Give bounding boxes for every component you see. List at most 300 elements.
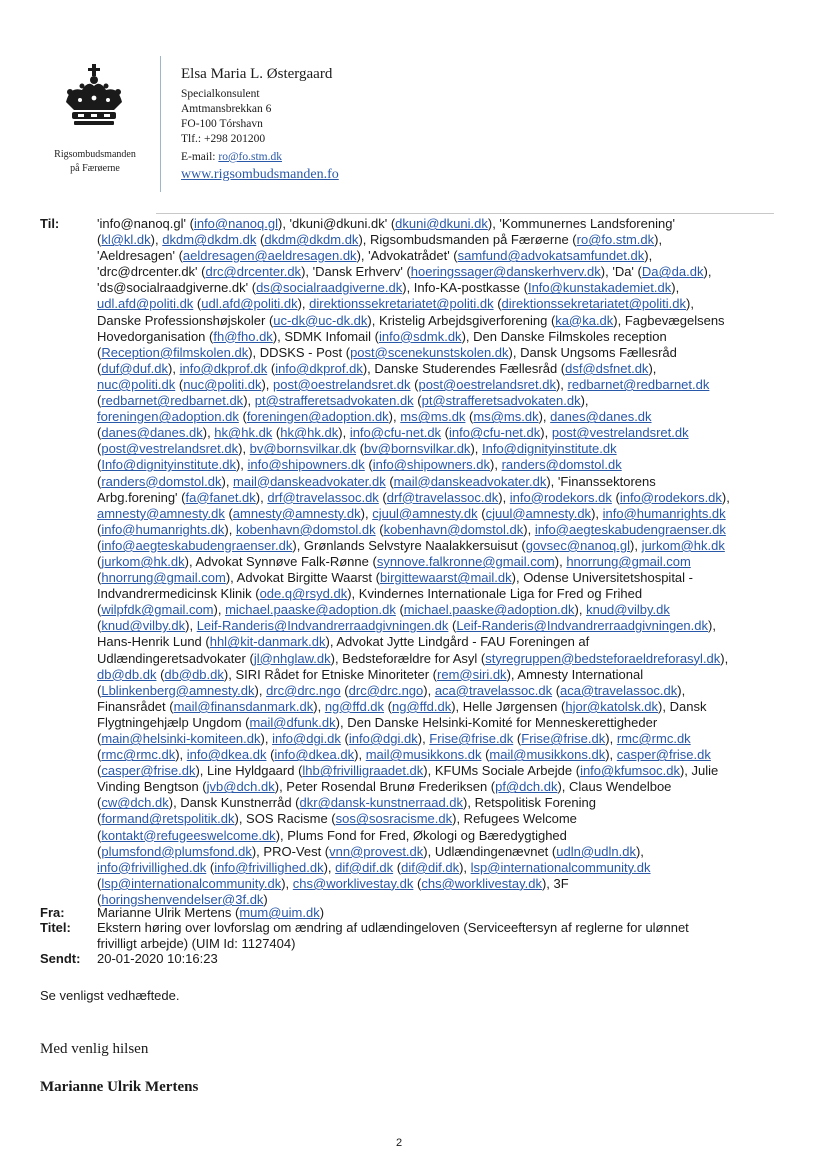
recipient-email-link[interactable]: redbarnet@redbarnet.dk	[101, 393, 244, 409]
recipient-text: (	[410, 376, 419, 392]
recipient-text: ), Dansk	[658, 698, 707, 714]
recipient-email-link[interactable]: info@dgi.dk	[272, 731, 341, 746]
recipient-email-link[interactable]: post@vestrelandsret.dk	[101, 441, 239, 457]
recipient-email-link[interactable]: plumsfond@plumsfond.dk	[101, 843, 252, 859]
recipient-email-link[interactable]: ms@ms.dk	[473, 409, 539, 425]
recipient-email-link[interactable]: fh@fho.dk	[213, 328, 273, 344]
recipient-text: ),	[221, 473, 234, 489]
from-label: Fra:	[40, 905, 65, 920]
recipient-text: (	[441, 425, 450, 441]
subject-label: Titel:	[40, 920, 71, 935]
recipient-text: (	[413, 393, 422, 409]
recipient-email-link[interactable]: info@dkea.dk	[186, 747, 267, 763]
recipient-email-link[interactable]: direktionssekretariatet@politi.dk	[501, 296, 686, 312]
recipient-email-link[interactable]: db@db.dk	[164, 666, 224, 682]
recipient-text: ), Dansk Kunstnerråd (	[168, 795, 300, 811]
recipient-email-link[interactable]: post@oestrelandsret.dk	[418, 376, 556, 392]
recipient-email-link[interactable]: styregruppen@bedsteforaeldreforasyl.dk	[485, 650, 721, 666]
recipient-line	[97, 747, 797, 763]
recipient-email-link[interactable]: michael.paaske@adoption.dk	[403, 602, 575, 618]
recipient-email-link[interactable]: mail@danskeadvokater.dk	[393, 473, 547, 489]
recipient-line	[97, 457, 797, 473]
recipient-text: ), SOS Racisme (	[234, 811, 336, 827]
recipient-text: (	[224, 505, 233, 521]
recipient-text: ), Retspolitisk Forening	[463, 795, 596, 811]
recipient-email-link[interactable]: rem@siri.dk	[437, 666, 507, 682]
recipient-email-link[interactable]: dif@dif.dk	[335, 859, 394, 875]
recipient-text: (	[393, 859, 402, 875]
recipient-text: ),	[554, 553, 567, 569]
recipient-line	[97, 216, 797, 232]
recipient-line	[97, 377, 797, 393]
recipient-line	[97, 683, 797, 699]
sender-email-line	[181, 149, 339, 166]
recipient-text: ),	[580, 393, 589, 409]
recipient-email-link[interactable]: aca@travelassoc.dk	[560, 682, 678, 698]
sender-name: Elsa Maria L. Østergaard	[181, 66, 333, 82]
recipient-text: ),	[498, 489, 510, 505]
recipient-line	[97, 264, 797, 280]
recipient-text: ),	[168, 360, 180, 376]
recipient-email-link[interactable]: info@cfu-net.dk	[349, 425, 442, 441]
recipient-email-link[interactable]: danes@danes.dk	[101, 425, 203, 441]
recipient-email-link[interactable]: synnove.falkronne@gmail.com	[376, 553, 555, 569]
recipient-email-link[interactable]: jurkom@hk.dk	[641, 537, 725, 553]
recipient-email-link[interactable]: ds@socialraadgiverne.dk	[256, 280, 403, 296]
recipient-email-link[interactable]: jvb@dch.dk	[206, 779, 275, 795]
recipient-line	[97, 329, 797, 345]
recipient-email-link[interactable]: wilpfdk@gmail.com	[101, 602, 214, 618]
recipient-email-link[interactable]: Leif-Randeris@Indvandrerraadgivningen.dk	[456, 618, 709, 634]
recipient-text: (	[97, 457, 102, 473]
recipient-text: Hovedorganisation (	[97, 328, 214, 344]
recipient-email-link[interactable]: info@dgi.dk	[348, 731, 418, 746]
recipient-email-link[interactable]: horingshenvendelser@3f.dk	[101, 891, 264, 907]
recipient-email-link[interactable]: ms@ms.dk	[400, 409, 466, 425]
recipient-email-link[interactable]: hnorrung@gmail.com	[566, 553, 691, 569]
to-label: Til:	[40, 216, 60, 231]
recipient-email-link[interactable]: info@rodekors.dk	[619, 489, 722, 505]
recipient-text: ), Claus Wendelboe	[557, 779, 672, 795]
recipient-text: ),	[677, 682, 686, 698]
recipient-email-link[interactable]: dkuni@dkuni.dk	[395, 216, 488, 231]
recipient-email-link[interactable]: direktionssekretariatet@politi.dk	[309, 296, 494, 312]
recipient-email-link[interactable]: mail@dfunk.dk	[249, 714, 336, 730]
recipient-email-link[interactable]: bv@bornsvilkar.dk	[364, 441, 471, 457]
recipient-text: ),	[423, 682, 435, 698]
recipient-text: (	[175, 376, 184, 392]
recipient-text: ), DDSKS - Post (	[248, 344, 351, 360]
recipient-text: ),	[313, 698, 325, 714]
recipient-email-link[interactable]: formand@retspolitik.dk	[101, 811, 235, 827]
recipient-email-link[interactable]: aeldresagen@aeldresagen.dk	[182, 248, 357, 264]
recipient-text: ),	[671, 280, 680, 296]
recipient-email-link[interactable]: info@humanrights.dk	[602, 505, 726, 521]
recipient-text: ),	[591, 505, 603, 521]
recipient-line	[97, 618, 797, 634]
recipient-text: (	[97, 682, 102, 698]
recipient-text: (	[97, 344, 102, 360]
recipient-email-link[interactable]: hhl@kit-danmark.dk	[209, 634, 326, 650]
recipient-text: ),	[630, 537, 642, 553]
recipient-text: (	[97, 827, 102, 843]
organization-name-line-1: Rigsombudsmanden	[54, 149, 136, 160]
recipient-email-link[interactable]: dkdm@dkdm.dk	[162, 232, 257, 248]
recipient-email-link[interactable]: info@dkprof.dk	[275, 360, 363, 376]
recipient-line	[97, 441, 797, 457]
recipient-text: (	[465, 409, 474, 425]
recipient-text: Arbg.forening' (	[97, 489, 186, 505]
recipient-email-link[interactable]: Lblinkenberg@amnesty.dk	[101, 682, 255, 698]
recipient-text: (	[97, 763, 102, 779]
recipient-text: (	[97, 747, 102, 763]
recipient-text: (	[97, 553, 102, 569]
recipient-email-link[interactable]: kobenhavn@domstol.dk	[383, 521, 524, 537]
recipient-email-link[interactable]: rmc@rmc.dk	[616, 731, 691, 746]
recipient-text: ),	[388, 409, 401, 425]
recipient-line	[97, 811, 797, 827]
recipient-text: (	[193, 296, 202, 312]
recipient-email-link[interactable]: kl@kl.dk	[101, 232, 151, 248]
recipient-text: )	[263, 891, 268, 907]
recipient-email-link[interactable]: mail@musikkons.dk	[489, 747, 606, 763]
recipient-text: (	[385, 473, 394, 489]
recipient-email-link[interactable]: govsec@nanoq.gl	[525, 537, 630, 553]
recipient-line	[97, 876, 797, 892]
recipient-email-link[interactable]: lsp@internationalcommunity.dk	[470, 859, 651, 875]
recipient-text: ),	[540, 425, 552, 441]
recipient-text: ),	[720, 650, 729, 666]
recipient-text: (	[97, 618, 102, 634]
recipient-email-link[interactable]: hoeringssager@danskerhverv.dk	[410, 264, 601, 280]
recipient-email-link[interactable]: post@oestrelandsret.dk	[273, 376, 411, 392]
recipient-line	[97, 554, 797, 570]
recipient-email-link[interactable]: cjuul@amnesty.dk	[485, 505, 592, 521]
recipient-text: ), SIRI Rådet for Etniske Minoriteter (	[223, 666, 438, 682]
recipient-email-link[interactable]: nuc@politi.dk	[97, 376, 176, 392]
recipient-email-link[interactable]: Frise@frise.dk	[521, 731, 606, 746]
organization-name	[36, 148, 154, 176]
recipient-line	[97, 860, 797, 876]
website-link[interactable]: www.rigsombudsmanden.fo	[181, 167, 339, 182]
recipient-email-link[interactable]: info@dkea.dk	[274, 747, 355, 763]
recipient-email-link[interactable]: info@rodekors.dk	[509, 489, 612, 505]
recipient-line	[97, 634, 797, 650]
recipient-line	[97, 538, 797, 554]
from-value	[97, 905, 797, 921]
recipient-text: ), SDMK Infomail (	[272, 328, 379, 344]
recipient-email-link[interactable]: Reception@filmskolen.dk	[101, 344, 249, 360]
recipient-email-link[interactable]: info@kfumsoc.dk	[580, 763, 680, 779]
recipient-email-link[interactable]: redbarnet@redbarnet.dk	[567, 376, 710, 392]
recipient-email-link[interactable]: Leif-Randeris@Indvandrerraadgivningen.dk	[196, 618, 449, 634]
recipient-text: ), Plums Fond for Fred, Økologi og Bæredygtighed	[275, 827, 567, 843]
recipient-line	[97, 232, 797, 248]
recipient-line	[97, 280, 797, 296]
recipient-text: 'ds@socialraadgiverne.dk' (	[97, 280, 257, 296]
recipient-email-link[interactable]: drc@drc.ngo	[348, 682, 424, 698]
recipient-text: ),	[360, 505, 373, 521]
recipient-line	[97, 425, 797, 441]
recipient-email-link[interactable]: casper@frise.dk	[101, 763, 196, 779]
recipient-line	[97, 699, 797, 715]
recipient-text: ),	[708, 618, 716, 634]
recipient-text: Indvandrermedicinsk Klinik (	[97, 586, 260, 602]
recipient-text: (	[97, 731, 102, 746]
recipient-text: ),	[150, 232, 163, 248]
recipient-email-link[interactable]: info@humanrights.dk	[101, 521, 225, 537]
recipient-text: Flygtningehjælp Ungdom (	[97, 714, 250, 730]
recipient-email-link[interactable]: kobenhavn@domstol.dk	[235, 521, 376, 537]
recipient-email-link[interactable]: duf@duf.dk	[101, 360, 169, 376]
recipient-line	[97, 506, 797, 522]
recipient-email-link[interactable]: bv@bornsvilkar.dk	[249, 441, 357, 457]
recipient-email-link[interactable]: knud@vilby.dk	[101, 618, 186, 634]
recipient-email-link[interactable]: info@sdmk.dk	[379, 328, 462, 344]
recipient-email-link[interactable]: lhb@frivilligraadet.dk	[302, 763, 424, 779]
recipient-text: ), Refugees Welcome	[452, 811, 577, 827]
recipient-email-link[interactable]: Frise@frise.dk	[429, 731, 514, 746]
recipient-email-link[interactable]: nuc@politi.dk	[183, 376, 262, 392]
recipient-text: ),	[261, 376, 274, 392]
recipient-text: (	[97, 360, 102, 376]
recipient-email-link[interactable]: drf@travelassoc.dk	[267, 489, 379, 505]
recipient-email-link[interactable]: info@aegteskabudengraenser.dk	[101, 537, 293, 553]
recipient-email-link[interactable]: dif@dif.dk	[401, 859, 460, 875]
recipient-email-link[interactable]: ode.q@rsyd.dk	[259, 586, 348, 602]
recipient-text: (	[97, 441, 102, 457]
address-line-2: FO-100 Tórshavn	[181, 118, 263, 130]
recipient-email-link[interactable]: udln@udln.dk	[556, 843, 636, 859]
recipient-email-link[interactable]: db@db.dk	[97, 666, 157, 682]
recipient-line	[97, 779, 797, 795]
recipient-email-link[interactable]: rmc@rmc.dk	[101, 747, 176, 763]
recipient-email-link[interactable]: pt@strafferetsadvokaten.dk	[421, 393, 581, 409]
recipient-text: ),	[323, 859, 336, 875]
recipient-email-link[interactable]: info@shipowners.dk	[247, 457, 365, 473]
recipient-email-link[interactable]: knud@vilby.dk	[586, 602, 670, 618]
recipient-line	[97, 844, 797, 860]
recipient-line	[97, 602, 797, 618]
recipient-text: (	[375, 521, 384, 537]
recipient-text: ), 'Kommunernes Landsforening'	[487, 216, 675, 231]
recipient-line	[97, 570, 797, 586]
sender-title: Specialkonsulent	[181, 88, 260, 100]
subject-line-2: frivilligt arbejde) (UIM Id: 1127404)	[97, 936, 296, 951]
recipient-text: ), Line Hyldgaard (	[195, 763, 303, 779]
recipient-email-link[interactable]: dkr@dansk-kunstnerraad.dk	[299, 795, 464, 811]
recipient-text: ),	[224, 521, 236, 537]
recipient-email-link[interactable]: info@shipowners.dk	[372, 457, 490, 473]
recipient-text: (	[448, 618, 457, 634]
recipient-email-link[interactable]: dsf@dsfnet.dk	[565, 360, 649, 376]
recipient-text: Vinding Bengtson (	[97, 779, 207, 795]
recipient-email-link[interactable]: drc@drcenter.dk	[205, 264, 302, 280]
recipient-email-link[interactable]: ro@fo.stm.dk	[576, 232, 655, 248]
recipient-text: ), Bedsteforældre for Asyl (	[330, 650, 486, 666]
recipient-text: (	[97, 891, 102, 907]
recipient-text: ),	[202, 425, 215, 441]
recipient-email-link[interactable]: randers@domstol.dk	[501, 457, 622, 473]
sent-value: 20-01-2020 10:16:23	[97, 951, 218, 966]
recipient-text: ),	[235, 457, 248, 473]
recipient-email-link[interactable]: foreningen@adoption.dk	[97, 409, 239, 425]
recipient-text: ),	[260, 731, 273, 746]
recipient-text: 'drc@drcenter.dk' (	[97, 264, 206, 280]
recipient-text: ), Danske Studerendes Fællesråd (	[362, 360, 566, 376]
recipient-text: ), Kristelig Arbejdsgiverforening (	[367, 312, 556, 328]
recipient-email-link[interactable]: sos@sosracisme.dk	[335, 811, 453, 827]
recipient-email-link[interactable]: randers@domstol.dk	[101, 473, 222, 489]
recipient-text: ), Advokat Synnøve Falk-Rønne (	[184, 553, 377, 569]
recipient-email-link[interactable]: hjor@katolsk.dk	[565, 698, 659, 714]
recipient-line	[97, 522, 797, 538]
recipient-email-link[interactable]: mail@finansdanmark.dk	[173, 698, 314, 714]
recipient-email-link[interactable]: samfund@advokatsamfundet.dk	[457, 248, 645, 264]
recipient-email-link[interactable]: cw@dch.dk	[101, 795, 169, 811]
recipient-text: ),	[686, 296, 694, 312]
recipient-email-link[interactable]: mail@musikkons.dk	[365, 747, 482, 763]
recipient-email-link[interactable]: drf@travelassoc.dk	[386, 489, 499, 505]
recipient-email-link[interactable]: foreningen@adoption.dk	[246, 409, 389, 425]
recipient-line	[97, 393, 797, 409]
recipient-email-link[interactable]: michael.paaske@adoption.dk	[225, 602, 396, 618]
recipient-text: (	[340, 682, 349, 698]
recipient-email-link[interactable]: Da@da.dk	[641, 264, 704, 280]
recipient-text: ),	[635, 843, 644, 859]
sent-label: Sendt:	[40, 951, 81, 966]
recipient-email-link[interactable]: info@cfu-net.dk	[449, 425, 541, 441]
recipient-email-link[interactable]: chs@worklivestay.dk	[421, 875, 542, 891]
recipient-email-link[interactable]: info@frivillighed.dk	[97, 859, 207, 875]
recipient-email-link[interactable]: dkdm@dkdm.dk	[264, 232, 359, 248]
recipient-email-link[interactable]: info@aegteskabudengraenser.dk	[534, 521, 726, 537]
recipient-text: ),	[417, 731, 430, 746]
recipient-text: (	[266, 747, 275, 763]
recipient-email-link[interactable]: udl.afd@politi.dk	[97, 296, 194, 312]
recipient-email-link[interactable]: hnorrung@gmail.com	[101, 570, 226, 586]
recipient-text: (	[156, 666, 165, 682]
recipient-email-link[interactable]: lsp@internationalcommunity.dk	[101, 875, 282, 891]
recipient-text: ), Info-KA-postkasse (	[402, 280, 528, 296]
recipient-email-link[interactable]: mail@danskeadvokater.dk	[233, 473, 386, 489]
recipient-text: ),	[338, 425, 350, 441]
recipient-text: (	[97, 425, 102, 441]
recipient-email-link[interactable]: udl.afd@politi.dk	[201, 296, 298, 312]
recipient-email-link[interactable]: danes@danes.dk	[550, 409, 652, 425]
recipient-text: 'info@nanoq.gl' (	[97, 216, 194, 231]
recipient-line	[97, 715, 797, 731]
recipient-text: (	[340, 731, 349, 746]
recipient-email-link[interactable]: uc-dk@uc-dk.dk	[273, 312, 368, 328]
recipient-email-link[interactable]: Info@kunstakademiet.dk	[527, 280, 672, 296]
recipient-email-link[interactable]: post@scenekunstskolen.dk	[350, 344, 509, 360]
recipient-text: ),	[213, 602, 226, 618]
recipient-line	[97, 296, 797, 312]
recipient-text: ),	[297, 296, 310, 312]
recipient-text: (	[97, 811, 102, 827]
recipient-text: (	[97, 393, 102, 409]
recipient-line	[97, 828, 797, 844]
recipient-email-link[interactable]: post@vestrelandsret.dk	[551, 425, 689, 441]
recipient-text: ),	[175, 747, 187, 763]
recipient-email-link[interactable]: ng@ffd.dk	[391, 698, 452, 714]
recipient-text: ), Grønlands Selvstyre Naalakkersuisut (	[292, 537, 526, 553]
recipient-email-link[interactable]: main@helsinki-komiteen.dk	[101, 731, 261, 746]
recipient-text: (	[97, 537, 102, 553]
recipient-email-link[interactable]: jl@nhglaw.dk	[253, 650, 331, 666]
recipient-text: (	[611, 489, 620, 505]
recipient-text: (	[413, 875, 422, 891]
recipient-email-link[interactable]: pt@strafferetsadvokaten.dk	[254, 393, 414, 409]
recipient-email-link[interactable]: Info@dignityinstitute.dk	[482, 441, 617, 457]
recipient-text: ),	[490, 457, 502, 473]
recipient-email-link[interactable]: info@nanoq.gl	[193, 216, 278, 231]
recipient-email-link[interactable]: drc@drc.ngo	[266, 682, 341, 698]
sender-email-link[interactable]: ro@fo.stm.dk	[218, 151, 282, 163]
recipient-text: Hans-Henrik Lund (	[97, 634, 210, 650]
recipient-email-link[interactable]: hk@hk.dk	[214, 425, 273, 441]
recipient-text: (	[97, 521, 102, 537]
recipient-email-link[interactable]: info@frivillighed.dk	[214, 859, 324, 875]
recipient-line	[97, 763, 797, 779]
recipient-email-link[interactable]: amnesty@amnesty.dk	[232, 505, 361, 521]
recipient-line	[97, 490, 797, 506]
recipient-email-link[interactable]: ng@ffd.dk	[324, 698, 385, 714]
recipient-text: ),	[254, 682, 267, 698]
recipient-email-link[interactable]: fa@fanet.dk	[185, 489, 256, 505]
recipient-text: ),	[243, 393, 255, 409]
subject-line-1: Ekstern høring over lovforslag om ændring af udlændingeloven (Serviceeftersyn af reglerne for ulønnet	[97, 920, 689, 935]
recipient-line	[97, 651, 797, 667]
recipient-email-link[interactable]: hk@hk.dk	[280, 425, 339, 441]
recipient-text: (	[272, 425, 281, 441]
from-email-link[interactable]: mum@uim.dk	[239, 905, 320, 920]
recipient-text: ), Rigsombudsmanden på Færøerne (	[358, 232, 577, 248]
recipient-text: (	[378, 489, 387, 505]
recipient-email-link[interactable]: vnn@provest.dk	[329, 843, 424, 859]
recipient-text: ), Helle Jørgensen (	[451, 698, 566, 714]
recipient-email-link[interactable]: amnesty@amnesty.dk	[97, 505, 225, 521]
recipient-text: ), Kvindernes Internationale Liga for Fred og Frihed	[347, 586, 643, 602]
recipient-email-link[interactable]: info@dkprof.dk	[179, 360, 268, 376]
header-separator	[156, 213, 774, 214]
recipient-text: (	[384, 698, 392, 714]
recipient-email-link[interactable]: pf@dch.dk	[495, 779, 558, 795]
recipient-line	[97, 667, 797, 683]
recipient-text: (	[97, 232, 102, 248]
recipient-text: ),	[354, 747, 366, 763]
recipient-email-link[interactable]: aca@travelassoc.dk	[434, 682, 553, 698]
recipient-email-link[interactable]: birgittewaarst@mail.dk	[379, 570, 512, 586]
recipient-text: ),	[185, 618, 197, 634]
recipient-email-link[interactable]: Info@dignityinstitute.dk	[101, 457, 236, 473]
recipient-email-link[interactable]: chs@worklivestay.dk	[292, 875, 414, 891]
recipient-email-link[interactable]: cjuul@amnesty.dk	[372, 505, 478, 521]
recipient-text: ), Udlændingenævnet (	[423, 843, 557, 859]
recipient-text: ),	[703, 264, 712, 280]
recipient-email-link[interactable]: ka@ka.dk	[555, 312, 614, 328]
letterhead-divider	[160, 56, 161, 192]
recipient-text: ),	[238, 441, 250, 457]
recipient-email-link[interactable]: kontakt@refugeeswelcome.dk	[101, 827, 276, 843]
recipient-text: (	[364, 457, 373, 473]
recipient-email-link[interactable]: casper@frise.dk	[616, 747, 711, 763]
recipient-text: (	[97, 795, 102, 811]
recipient-email-link[interactable]: jurkom@hk.dk	[101, 553, 185, 569]
page-number: 2	[396, 1137, 403, 1149]
recipient-text: ), Advokat Jytte Lindgård - FAU Foreningen af	[325, 634, 590, 650]
